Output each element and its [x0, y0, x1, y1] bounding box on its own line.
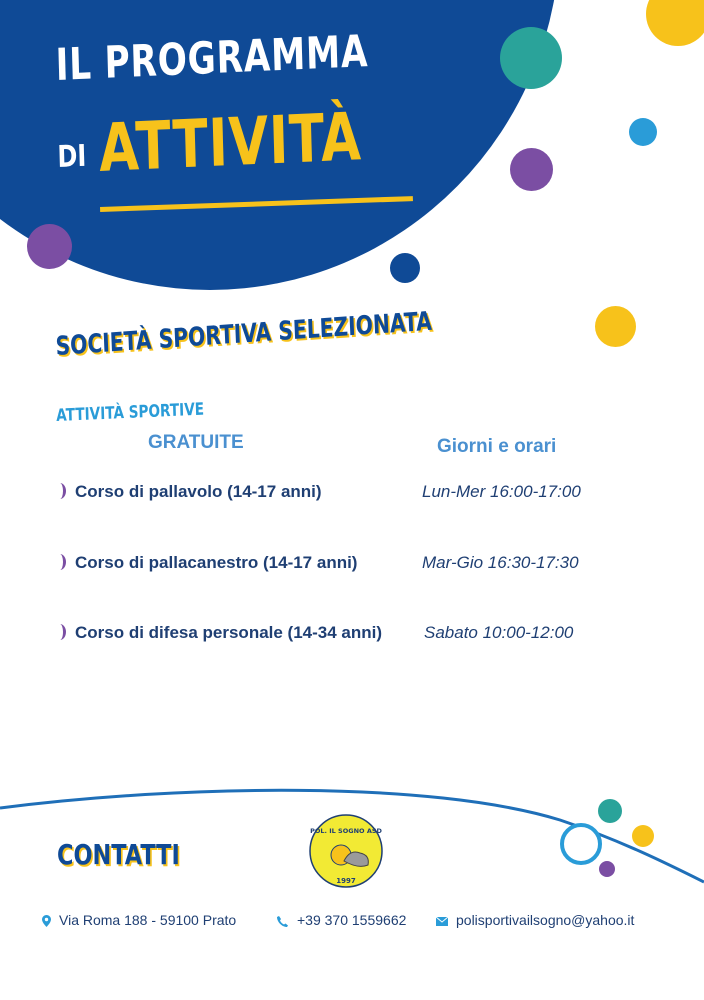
- phone-text: +39 370 1559662: [297, 912, 407, 928]
- decor-circle-teal-small: [598, 799, 622, 823]
- activities-subtitle-line2: GRATUITE: [148, 432, 244, 453]
- contact-email[interactable]: [436, 912, 634, 928]
- title-di: DI: [57, 138, 87, 175]
- decor-circle-purple-right: [510, 148, 553, 191]
- decor-circle-yellow-mid: [595, 306, 636, 347]
- title-line-1: IL PROGRAMMA: [55, 26, 369, 91]
- bullet-icon: [54, 483, 66, 499]
- phone-icon: [276, 915, 289, 928]
- activity-schedule: Mar-Gio 16:30-17:30: [422, 553, 579, 572]
- activity-schedule: Sabato 10:00-12:00: [424, 623, 574, 642]
- section-title: SOCIETÀ SPORTIVA SELEZIONATA: [55, 306, 433, 362]
- contact-address: [42, 912, 236, 928]
- bullet-icon: [54, 554, 66, 570]
- activity-name: Corso di pallacanestro (14-17 anni): [75, 553, 358, 572]
- address-text: Via Roma 188 - 59100 Prato: [59, 912, 237, 928]
- contacts-title: CONTATTI: [57, 838, 180, 871]
- map-pin-icon: [42, 915, 51, 927]
- decor-circle-purple-left: [27, 224, 72, 269]
- logo-text: POL. IL SOGNO ASD: [310, 827, 382, 835]
- decor-ring-blue: [562, 825, 600, 863]
- club-logo: [308, 813, 384, 889]
- decor-circle-teal: [500, 27, 562, 89]
- decor-circle-yellow-small: [632, 825, 654, 847]
- bullet-icon: [54, 624, 66, 640]
- activity-name: Corso di pallavolo (14-17 anni): [75, 482, 322, 501]
- decor-circle-purple-small: [599, 861, 615, 877]
- email-text: polisportivailsogno@yahoo.it: [456, 912, 635, 928]
- contact-phone[interactable]: [276, 912, 406, 928]
- schedule-header: Giorni e orari: [437, 436, 557, 457]
- logo-year: 1997: [336, 877, 356, 885]
- decor-circle-navy: [390, 253, 420, 283]
- title-line-2: ATTIVITÀ: [98, 98, 363, 187]
- activity-name: Corso di difesa personale (14-34 anni): [75, 623, 383, 642]
- decor-circle-yellow-top: [646, 0, 704, 46]
- decor-circle-lightblue: [629, 118, 657, 146]
- activity-schedule: Lun-Mer 16:00-17:00: [422, 482, 581, 501]
- activities-subtitle-line1: ATTIVITÀ SPORTIVE: [56, 399, 205, 426]
- envelope-icon: [436, 917, 448, 926]
